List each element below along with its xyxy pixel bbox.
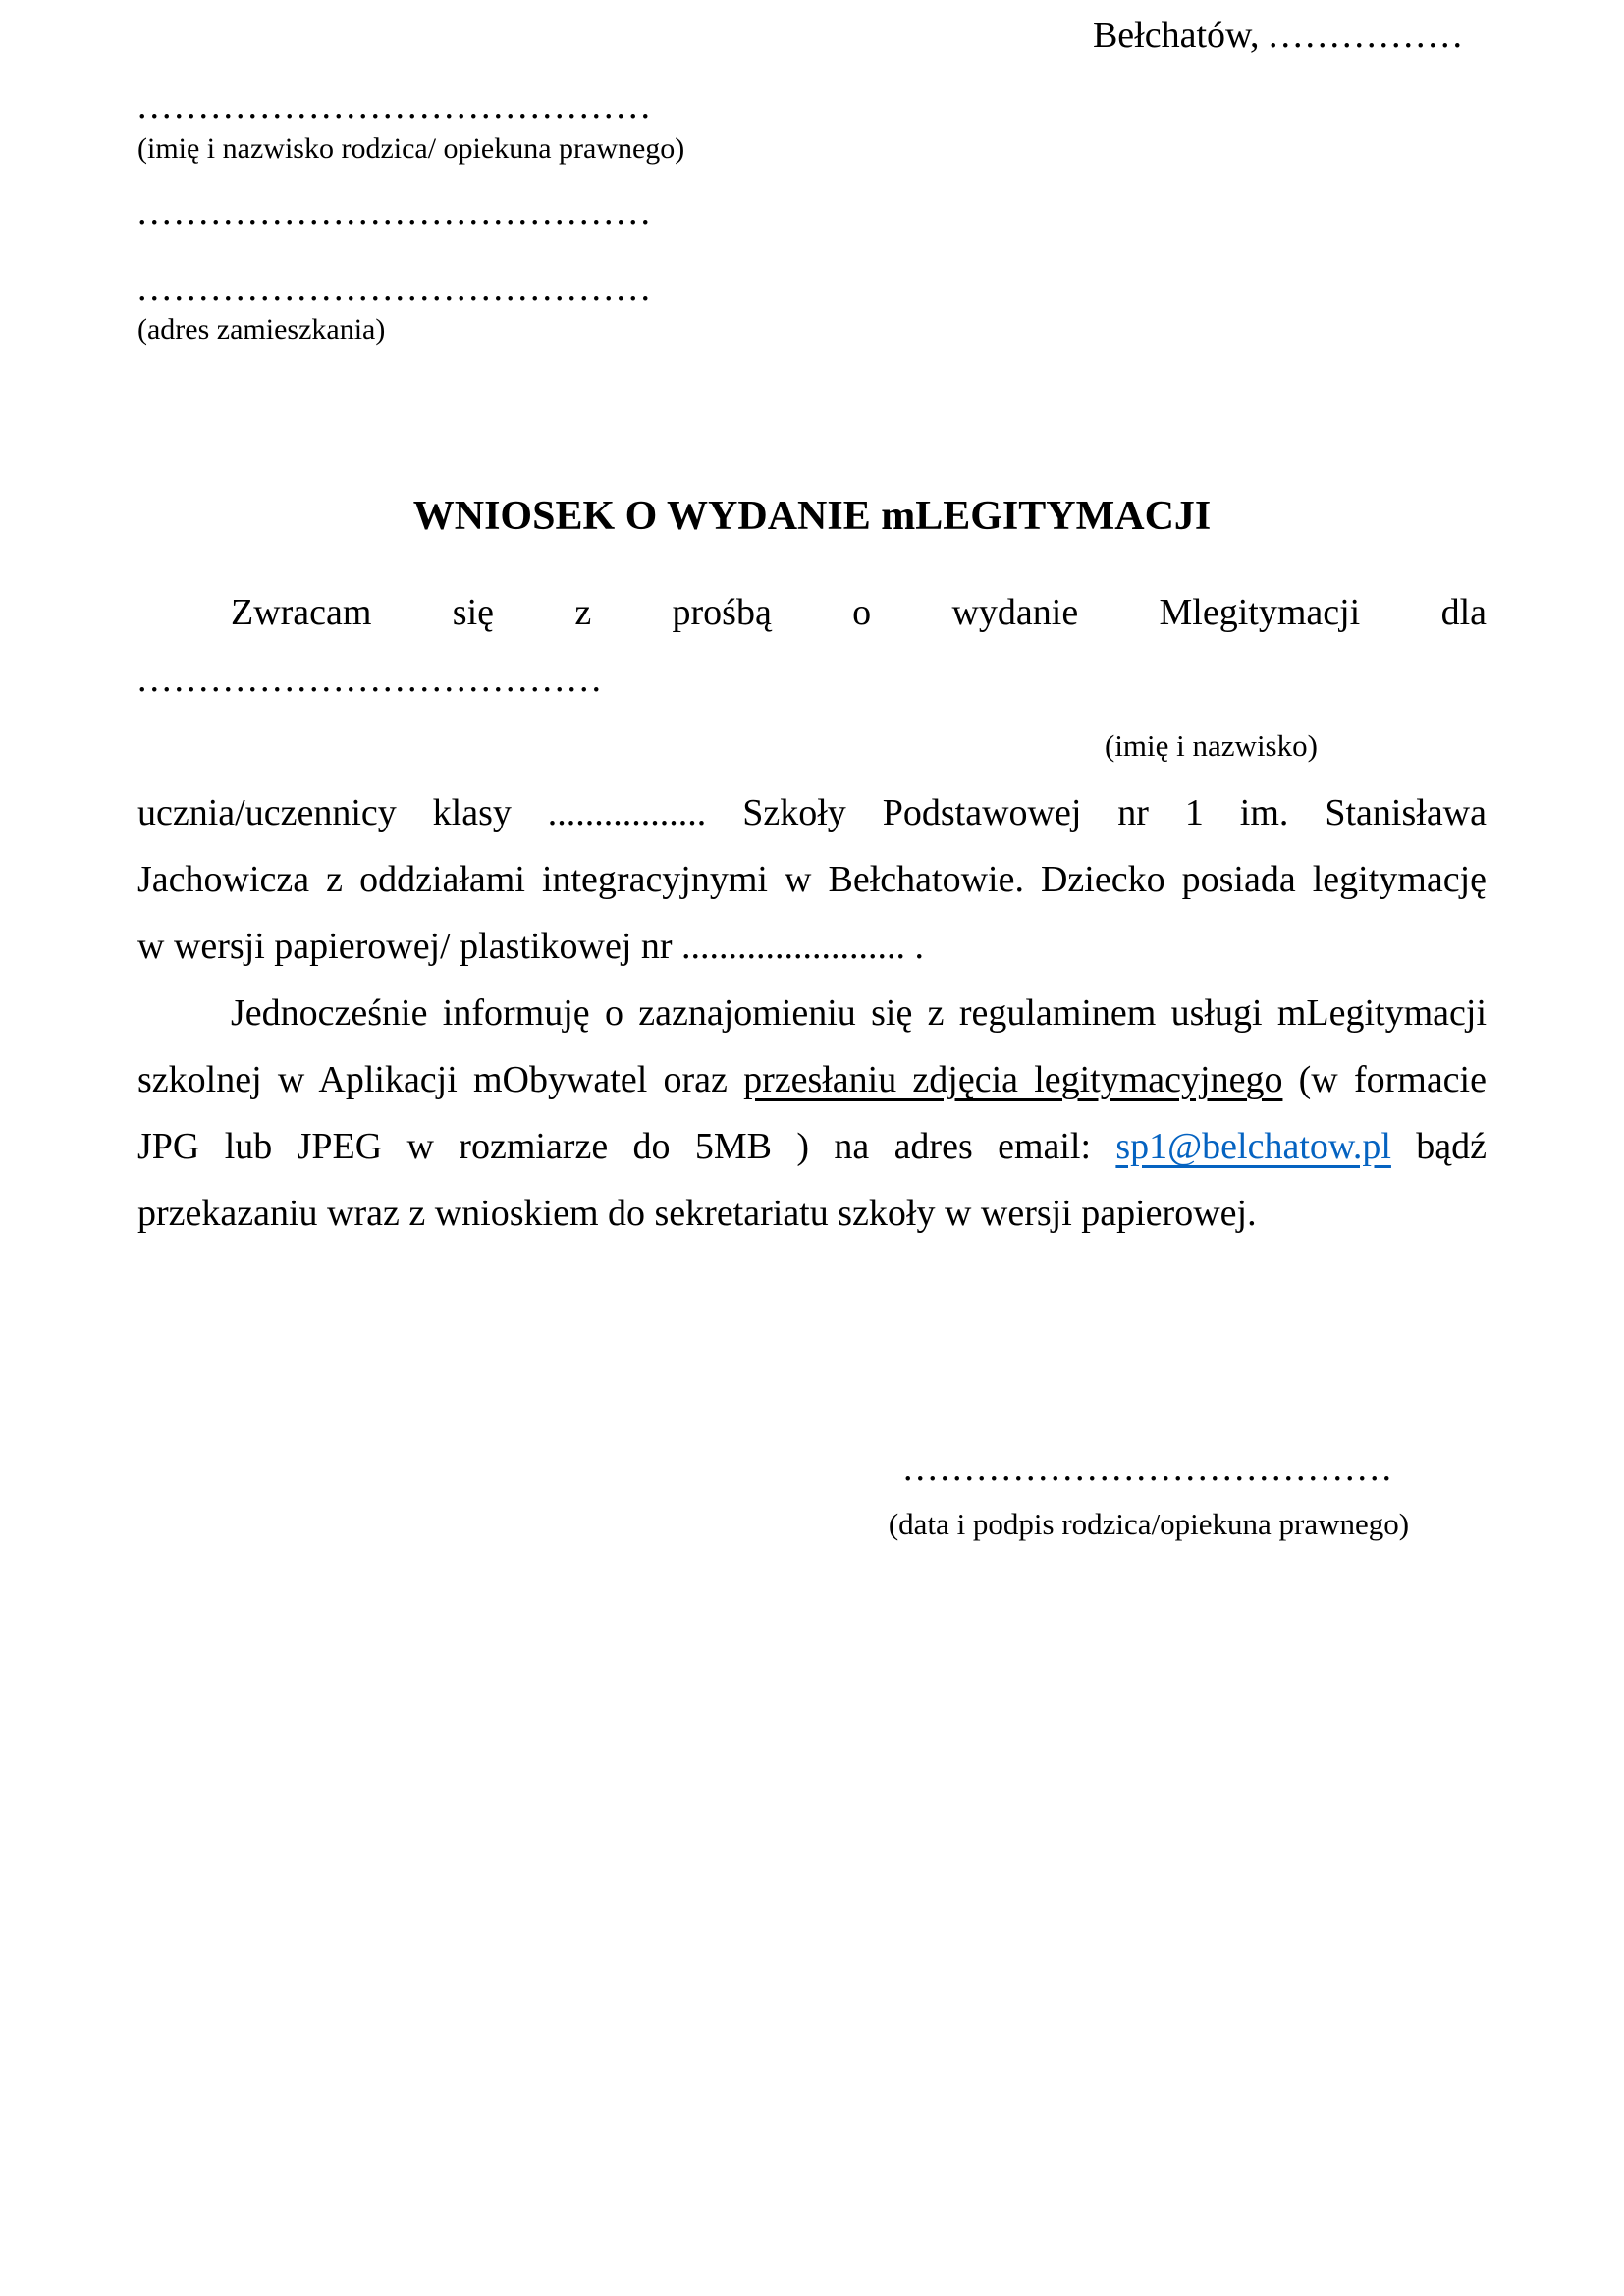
date-line [137, 14, 1487, 57]
recipient-name-line: .......................................... [137, 85, 653, 127]
recipient-address-line-2: .......................................... [137, 268, 653, 309]
body-line-class-school: ucznia/uczennicy klasy ................. Szkoły Podstawowej nr 1 im. Stanisława [137, 792, 1487, 833]
photo-line-underlined: przesłaniu zdjęcia legitymacyjnego [743, 1059, 1283, 1100]
signature-label: (data i podpis rodzica/opiekuna prawnego) [888, 1507, 1410, 1541]
body-line-terms: Jednocześnie informuję o zaznajomieniu się z regulaminem usługi mLegitymacji [231, 992, 1487, 1034]
date-separator [1260, 15, 1270, 56]
date-dots: ................ [1269, 15, 1465, 56]
recipient-name-label: (imię i nazwisko rodzica/ opiekuna prawnego) [137, 133, 685, 165]
body-text [137, 579, 1487, 1247]
city-label: Bełchatów, [1092, 15, 1260, 56]
body-line-request: Zwracam się z prośbą o wydanie Mlegitymacji dla [231, 592, 1487, 633]
recipient-address-label: (adres zamieszkania) [137, 313, 386, 346]
email-link[interactable]: sp1@belchatow.pl [1115, 1126, 1391, 1167]
body-line-card-number: w wersji papierowej/ plastikowej nr ........................ . [137, 926, 925, 967]
signature-block [864, 1435, 1434, 1547]
photo-line-post: (w formacie [1282, 1059, 1487, 1100]
body-line-photo [137, 1046, 1487, 1113]
email-line-pre: JPG lub JPEG w rozmiarze do 5MB ) na adres email: [137, 1126, 1116, 1167]
body-line-school-name: Jachowicza z oddziałami integracyjnymi w Bełchatowie. Dziecko posiada legitymację [137, 859, 1487, 900]
student-name-hint-label: (imię i nazwisko) [1105, 728, 1318, 763]
recipient-address-line-1: .......................................... [137, 191, 653, 233]
body-line-email [137, 1113, 1487, 1180]
body-line-delivery: przekazaniu wraz z wnioskiem do sekretariatu szkoły w wersji papierowej. [137, 1193, 1257, 1234]
student-name-dots: ...................................... [137, 659, 604, 700]
signature-dots: ........................................ [903, 1448, 1394, 1489]
page-title: WNIOSEK O WYDANIE mLEGITYMACJI [412, 494, 1212, 539]
photo-line-pre: szkolnej w Aplikacji mObywatel oraz [137, 1059, 744, 1100]
email-line-post: bądź [1390, 1126, 1487, 1167]
